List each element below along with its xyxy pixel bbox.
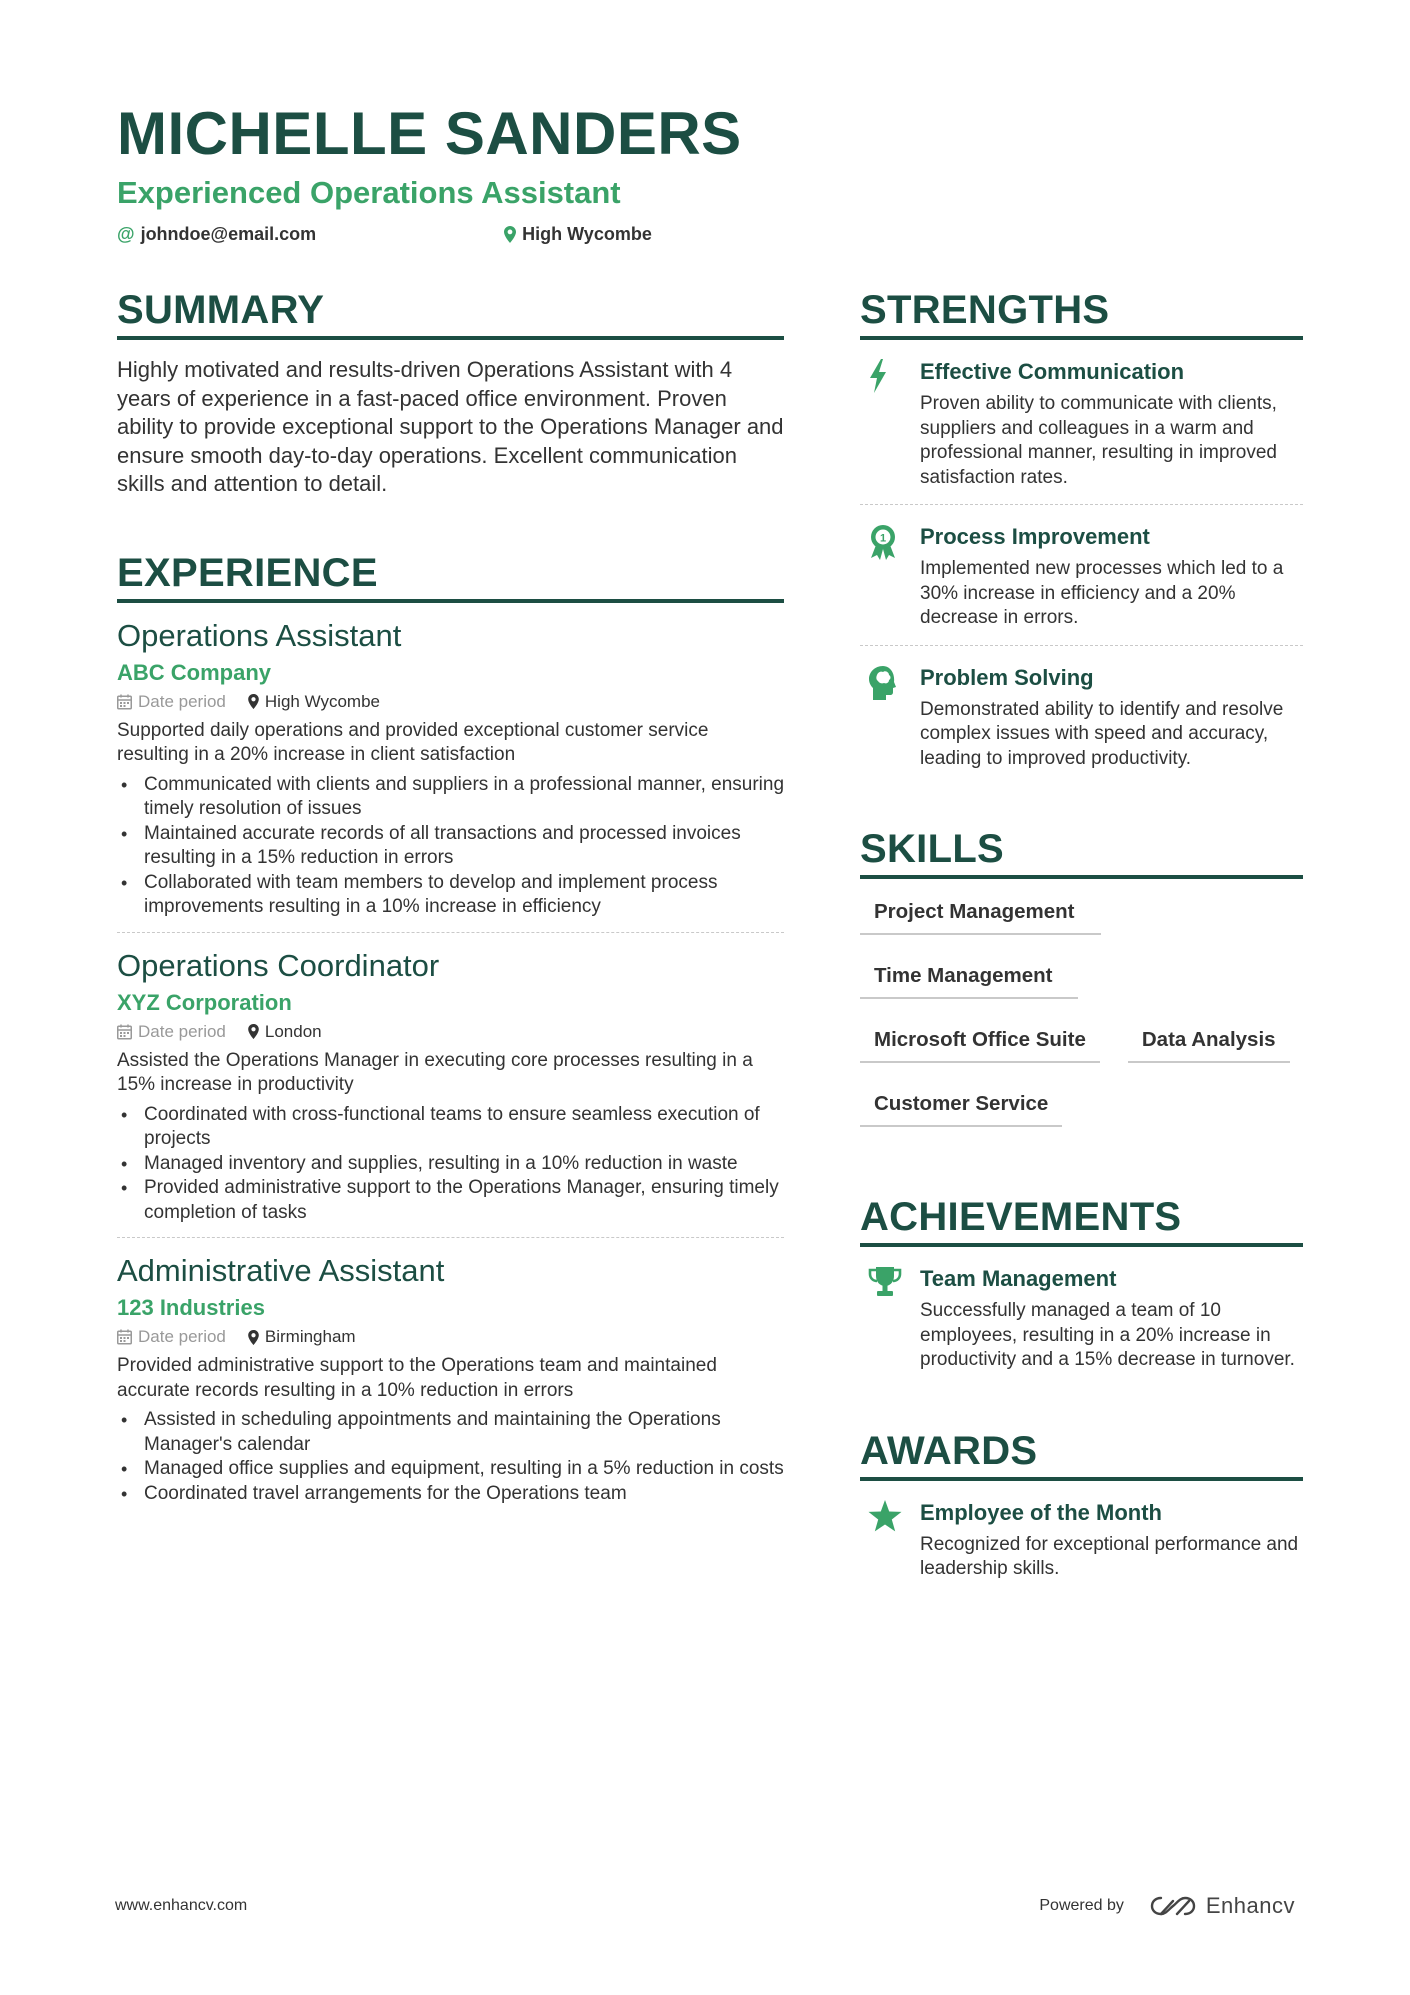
strength-title: Effective Communication (920, 359, 1185, 384)
star-icon (860, 1499, 920, 1582)
strength-description: Implemented new processes which led to a 30% increase in efficiency and a 20% decrease in errors. (920, 558, 1284, 628)
experience-section (117, 549, 784, 1519)
achievements-heading: ACHIEVEMENTS (860, 1193, 1303, 1247)
list-item: • Managed office supplies and equipment, resulting in a 5% reduction in costs (117, 1457, 784, 1482)
job-date: Date period (117, 1021, 226, 1043)
lightning-icon (860, 358, 920, 490)
list-item: • Collaborated with team members to develop and implement process improvements resulting in a 10% increase in efficiency (117, 871, 784, 920)
job-meta (117, 1021, 784, 1043)
job-description: Supported daily operations and provided exceptional customer service resulting in a 20% increase in client satisfaction (117, 719, 709, 765)
svg-text:1: 1 (879, 532, 887, 545)
experience-heading: EXPERIENCE (117, 549, 784, 603)
achievements-section (860, 1193, 1303, 1387)
brand-logo[interactable] (1150, 1893, 1295, 1919)
enhancv-logo-icon (1150, 1895, 1196, 1917)
skill-tag: Data Analysis (1128, 1023, 1290, 1063)
location-pin-icon (248, 694, 259, 709)
job-description: Assisted the Operations Manager in executing core processes resulting in a 15% increase in productivity (117, 1049, 753, 1095)
skills-section (860, 825, 1303, 1151)
strength-description: Demonstrated ability to identify and resolve complex issues with speed and accuracy, leading to improved productivity. (920, 698, 1284, 769)
strength-item (860, 646, 1303, 786)
skill-tag: Project Management (860, 895, 1101, 935)
calendar-icon (117, 694, 132, 710)
email-text: johndoe@email.com (140, 224, 317, 244)
location-pin-icon (504, 226, 516, 243)
job-date: Date period (117, 691, 226, 713)
skills-heading: SKILLS (860, 825, 1303, 879)
footer-website-link[interactable]: www.enhancv.com (115, 1897, 248, 1914)
job-entry (117, 933, 784, 1239)
candidate-name: MICHELLE SANDERS (117, 100, 742, 167)
trophy-icon (860, 1265, 920, 1373)
award-title: Employee of the Month (920, 1499, 1162, 1525)
award-description: Recognized for exceptional performance and leadership skills. (920, 1533, 1299, 1579)
location-pin-icon (248, 1024, 259, 1039)
resume-header (117, 98, 1297, 246)
job-title: Operations Assistant (117, 617, 402, 653)
page-footer (115, 1893, 1295, 1919)
summary-section (117, 286, 784, 499)
job-location: High Wycombe (248, 691, 380, 713)
skill-tag: Customer Service (860, 1087, 1062, 1127)
powered-by (1039, 1893, 1295, 1919)
job-title: Operations Coordinator (117, 947, 440, 983)
job-bullets (117, 1408, 784, 1506)
calendar-icon (117, 1329, 132, 1345)
left-column (117, 286, 784, 1518)
job-date: Date period (117, 1326, 226, 1348)
award-ribbon-icon (860, 523, 920, 631)
calendar-icon (117, 1024, 132, 1040)
contact-location (504, 222, 652, 246)
strength-title: Problem Solving (920, 664, 1094, 690)
job-entry (117, 603, 784, 933)
achievement-item (860, 1247, 1303, 1387)
company-name: ABC Company (117, 659, 272, 685)
achievement-description: Successfully managed a team of 10 employees, resulting in a 20% increase in productivity and a 15% decrease in turnover. (920, 1300, 1295, 1370)
list-item: • Maintained accurate records of all transactions and processed invoices resulting in a 15% reduction in errors (117, 822, 784, 871)
location-pin-icon (248, 1330, 259, 1345)
job-title: Administrative Assistant (117, 1253, 445, 1288)
job-location: Birmingham (248, 1326, 356, 1348)
job-meta (117, 691, 784, 713)
candidate-title: Experienced Operations Assistant (117, 175, 621, 210)
strength-item (860, 505, 1303, 646)
company-name: 123 Industries (117, 1295, 265, 1320)
strength-title: Process Improvement (920, 524, 1150, 549)
summary-heading: SUMMARY (117, 286, 784, 340)
award-item (860, 1481, 1303, 1596)
list-item: • Provided administrative support to the Operations Manager, ensuring timely completion of tasks (117, 1176, 784, 1225)
powered-by-label: Powered by (1039, 1897, 1124, 1914)
job-bullets (117, 773, 784, 920)
company-name: XYZ Corporation (117, 989, 292, 1015)
awards-section (860, 1427, 1303, 1596)
list-item: • Managed inventory and supplies, resulting in a 10% reduction in waste (117, 1152, 784, 1177)
list-item: • Coordinated with cross-functional teams to ensure seamless execution of projects (117, 1103, 784, 1152)
job-meta (117, 1326, 784, 1348)
job-description: Provided administrative support to the Operations team and maintained accurate records resulting in a 10% reduction in errors (117, 1355, 717, 1401)
contact-email[interactable] (117, 222, 316, 246)
at-sign-icon: @ (117, 224, 135, 244)
strengths-heading: STRENGTHS (860, 286, 1303, 340)
skill-tag: Microsoft Office Suite (860, 1023, 1100, 1063)
strength-item (860, 340, 1303, 505)
location-text: High Wycombe (522, 224, 652, 244)
achievement-title: Team Management (920, 1266, 1117, 1291)
job-bullets (117, 1103, 784, 1226)
list-item: • Coordinated travel arrangements for the Operations team (117, 1482, 784, 1507)
right-column (860, 286, 1303, 1596)
awards-heading: AWARDS (860, 1427, 1303, 1481)
strength-description: Proven ability to communicate with clients, suppliers and colleagues in a warm and professional manner, resulting in improved satisfaction rates. (920, 393, 1277, 488)
summary-text: Highly motivated and results-driven Operations Assistant with 4 years of experience in a fast-paced office environment. Proven ability to provide exceptional support to the Operations Manager and ensure smooth day-to-day operations. Excellent communication skills and attention to detail. (117, 357, 784, 496)
job-location: London (248, 1021, 322, 1043)
list-item: • Assisted in scheduling appointments and maintaining the Operations Manager's calendar (117, 1408, 784, 1457)
job-entry (117, 1238, 784, 1518)
list-item: • Communicated with clients and suppliers in a professional manner, ensuring timely resolution of issues (117, 773, 784, 822)
brand-name: Enhancv (1205, 1893, 1295, 1918)
skills-list (860, 895, 1320, 1151)
skill-tag: Time Management (860, 959, 1078, 999)
contact-row (117, 222, 1297, 246)
head-brain-icon (860, 664, 920, 772)
strengths-section (860, 286, 1303, 785)
